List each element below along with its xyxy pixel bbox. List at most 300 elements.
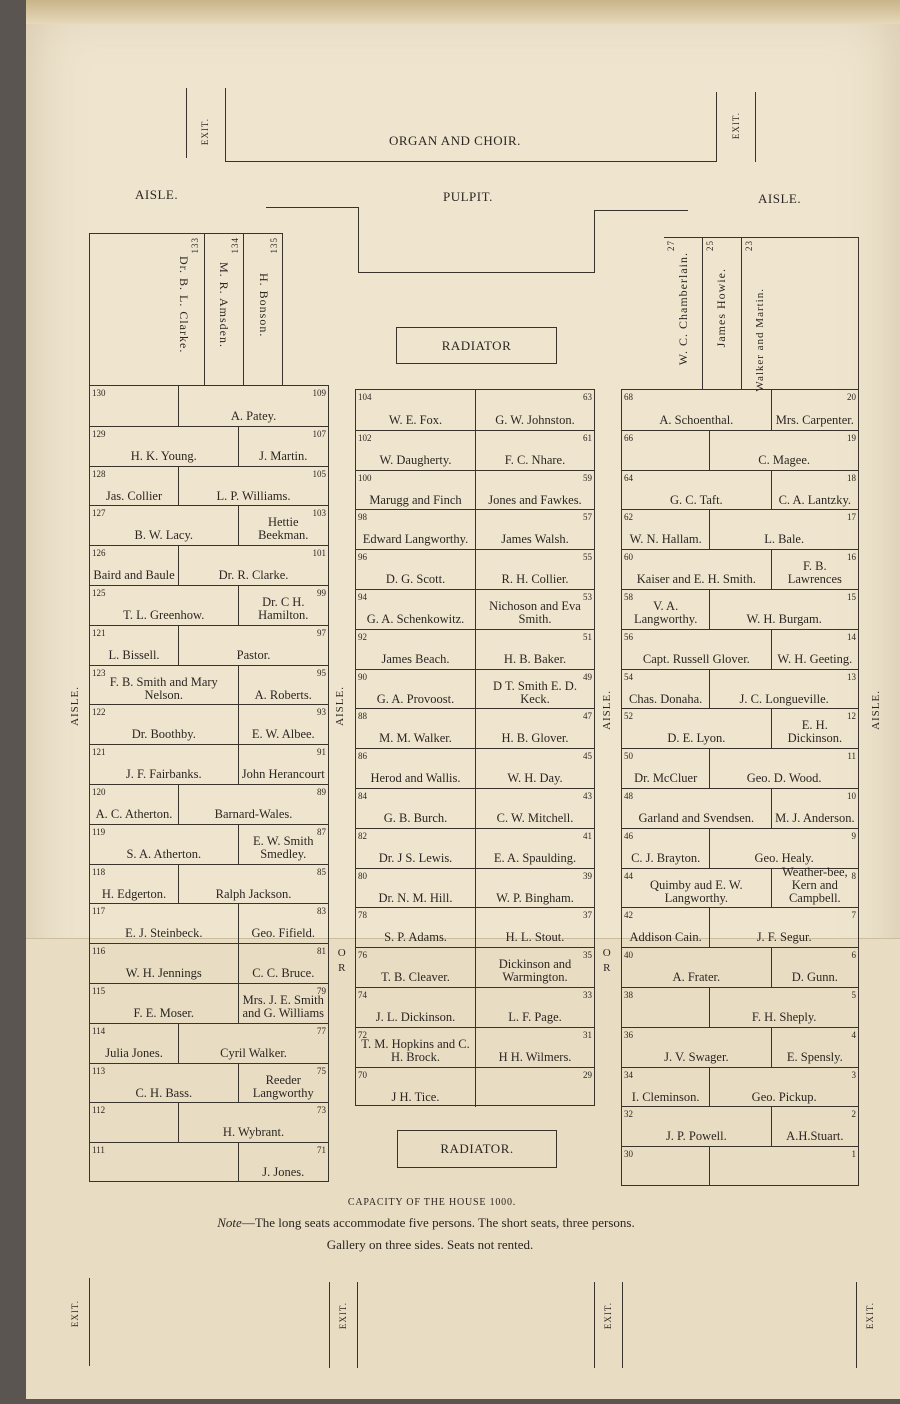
pew-number: 130 bbox=[92, 388, 106, 398]
pew-holder: J. Jones. bbox=[262, 1165, 305, 1180]
pew-number: 118 bbox=[92, 866, 106, 877]
pew-seat-left bbox=[622, 749, 709, 788]
pew-seat-left bbox=[356, 550, 475, 589]
pew-seat-left bbox=[90, 386, 178, 426]
pew-seat-left bbox=[90, 745, 238, 784]
pew-seat-left bbox=[356, 431, 475, 470]
note-text: —The long seats accommodate five persons. The short seats, three persons. bbox=[241, 1215, 635, 1230]
pew-seat-right bbox=[709, 908, 858, 947]
pew-number: 135 bbox=[269, 237, 279, 254]
pew-holder: Mrs. J. E. Smith and G. Williams bbox=[242, 993, 325, 1020]
pew-row bbox=[622, 1027, 858, 1067]
pew-holder: H H. Wilmers. bbox=[498, 1049, 572, 1064]
pew-number: 16 bbox=[846, 552, 856, 563]
pew-number: 40 bbox=[624, 950, 633, 961]
exit-line bbox=[594, 1282, 595, 1368]
pew-holder: H. Edgerton. bbox=[101, 886, 167, 901]
pew-seat-right bbox=[709, 1068, 858, 1107]
pew-number: 91 bbox=[316, 747, 326, 758]
pew-holder: J. F. Fairbanks. bbox=[125, 767, 202, 782]
pew-seat-right bbox=[475, 550, 594, 589]
pew-row bbox=[622, 864, 858, 908]
pew-seat-left bbox=[90, 904, 238, 943]
pew-number: 30 bbox=[624, 1149, 633, 1160]
pew-seat-right bbox=[475, 988, 594, 1027]
pew-holder: James Howie. bbox=[714, 268, 728, 348]
pew-row bbox=[90, 505, 328, 545]
pew-row bbox=[90, 1142, 328, 1182]
pew-line bbox=[89, 233, 283, 234]
pew-line bbox=[702, 237, 703, 389]
pew-number: 53 bbox=[583, 592, 592, 602]
pew-seat-right bbox=[238, 666, 328, 705]
pew-row bbox=[90, 625, 328, 665]
pew-seat-right bbox=[238, 705, 328, 744]
pew-holder: V. A. Langworthy. bbox=[633, 599, 698, 626]
pew-holder: C. H. Bass. bbox=[135, 1085, 193, 1100]
pew-holder: Dr. C H. Hamilton. bbox=[258, 595, 309, 622]
pew-holder: E. H. Dickinson. bbox=[787, 718, 843, 746]
gallery-note: Gallery on three sides. Seats not rented. bbox=[326, 1237, 534, 1252]
pew-holder: Dr. B. L. Clarke. bbox=[177, 256, 191, 354]
pew-holder: Pastor. bbox=[236, 647, 271, 662]
pew-number: 57 bbox=[583, 512, 592, 523]
pew-holder: G. B. Burch. bbox=[383, 811, 448, 825]
pew-number: 117 bbox=[92, 906, 106, 917]
pew-holder: D T. Smith E. D. Keck. bbox=[493, 678, 577, 706]
pew-row bbox=[622, 629, 858, 669]
pew-number: 50 bbox=[624, 751, 633, 762]
aisle-label-far-right: AISLE. bbox=[870, 690, 882, 730]
pew-holder: F. C. Nhare. bbox=[504, 452, 566, 467]
pew-number: 31 bbox=[583, 1029, 592, 1040]
pew-seat-left bbox=[90, 1143, 238, 1182]
pew-seat-right bbox=[475, 908, 594, 947]
pew-number: 27 bbox=[666, 240, 676, 251]
organ-wall bbox=[225, 161, 717, 162]
pew-number: 121 bbox=[92, 747, 106, 758]
pew-number: 99 bbox=[316, 588, 326, 598]
pew-seat-left bbox=[622, 948, 771, 987]
pew-seat-left bbox=[356, 709, 475, 748]
pew-seat-right bbox=[178, 1024, 328, 1063]
pew-seat-right bbox=[238, 506, 328, 545]
pew-row bbox=[622, 1106, 858, 1146]
pew-seat-left bbox=[90, 705, 238, 744]
pew-seat-right bbox=[709, 590, 858, 629]
pulpit-rail bbox=[266, 207, 359, 208]
pew-row bbox=[622, 470, 858, 510]
pew-holder: J. Martin. bbox=[259, 448, 308, 463]
pew-seat-right bbox=[178, 1103, 328, 1142]
pew-seat-left bbox=[622, 630, 771, 669]
pew-holder: I. Cleminson. bbox=[631, 1089, 700, 1104]
pew-number: 93 bbox=[316, 707, 326, 718]
pew-row bbox=[356, 430, 594, 470]
radiator-bottom: RADIATOR. bbox=[397, 1130, 557, 1168]
pew-seat-left bbox=[622, 550, 771, 589]
pew-number: 68 bbox=[624, 392, 633, 402]
pew-holder: M. J. Anderson. bbox=[775, 811, 855, 825]
pew-holder: C. Magee. bbox=[758, 452, 811, 467]
pew-holder: Ralph Jackson. bbox=[215, 886, 292, 901]
pew-holder: H. L. Stout. bbox=[505, 930, 565, 945]
pew-seat-right bbox=[178, 467, 328, 506]
pew-seat-right bbox=[238, 904, 328, 943]
pew-seat-left bbox=[90, 984, 238, 1023]
or-label-right: O R bbox=[602, 947, 612, 974]
pew-row bbox=[90, 1023, 328, 1063]
pew-line bbox=[89, 233, 90, 385]
pew-seat-left bbox=[356, 510, 475, 549]
pew-number: 85 bbox=[316, 866, 326, 877]
pew-number: 25 bbox=[705, 240, 715, 251]
pew-number: 76 bbox=[358, 950, 367, 961]
pew-seat-left bbox=[622, 1107, 771, 1146]
pew-row bbox=[356, 748, 594, 788]
pew-holder: Hettie Beekman. bbox=[258, 515, 309, 543]
pew-holder: Geo. D. Wood. bbox=[746, 771, 822, 786]
pew-number: 46 bbox=[624, 830, 633, 841]
pew-seat-right bbox=[771, 789, 858, 828]
pew-seat-right bbox=[475, 749, 594, 788]
pew-seat-right bbox=[238, 1064, 328, 1103]
pew-number: 105 bbox=[312, 468, 326, 479]
pew-seat-left bbox=[356, 471, 475, 510]
exit-label-bottom-2: EXIT. bbox=[338, 1302, 348, 1330]
pew-number: 36 bbox=[624, 1029, 633, 1040]
pew-row bbox=[622, 947, 858, 987]
pew-row bbox=[356, 987, 594, 1027]
pew-holder: Geo. Fifield. bbox=[251, 926, 316, 941]
pew-number: 128 bbox=[92, 468, 106, 479]
pew-seat-right bbox=[475, 948, 594, 987]
pew-seat-left bbox=[356, 590, 475, 629]
pew-number: 77 bbox=[316, 1025, 326, 1036]
pew-seat-left bbox=[356, 630, 475, 669]
pew-seat-right bbox=[475, 510, 594, 549]
pew-seat-right bbox=[771, 550, 858, 589]
pew-number: 41 bbox=[583, 830, 592, 841]
pew-line bbox=[243, 233, 244, 385]
pew-number: 113 bbox=[92, 1065, 106, 1076]
pew-number: 43 bbox=[583, 791, 592, 801]
exit-label-top-right: EXIT. bbox=[731, 112, 741, 140]
pew-holder: W. E. Fox. bbox=[388, 413, 443, 427]
pew-number: 11 bbox=[847, 751, 856, 762]
pew-seat-right bbox=[475, 869, 594, 908]
pew-number: 14 bbox=[846, 631, 856, 642]
organ-choir-label: ORGAN AND CHOIR. bbox=[389, 133, 521, 148]
pew-holder: Dr. Boothby. bbox=[131, 727, 196, 742]
pew-number: 34 bbox=[624, 1069, 633, 1080]
pew-seat-left bbox=[622, 510, 709, 549]
pew-row bbox=[356, 947, 594, 987]
pew-number: 75 bbox=[316, 1065, 326, 1076]
pew-seat-right bbox=[475, 709, 594, 748]
pew-holder: W. C. Chamberlain. bbox=[676, 252, 690, 366]
pew-number: 38 bbox=[624, 990, 633, 1000]
pew-number: 98 bbox=[358, 512, 367, 523]
pew-holder: J. P. Powell. bbox=[665, 1129, 727, 1144]
pew-holder: C. A. Lantzky. bbox=[778, 492, 852, 507]
pew-line bbox=[858, 237, 859, 389]
exit-line bbox=[622, 1282, 623, 1368]
pew-number: 70 bbox=[358, 1069, 367, 1080]
pew-number: 7 bbox=[851, 910, 856, 921]
pew-seat-left bbox=[356, 1028, 475, 1067]
pulpit-rail bbox=[594, 210, 688, 211]
pew-row bbox=[90, 545, 328, 585]
pew-row bbox=[356, 509, 594, 549]
pew-number: 116 bbox=[92, 946, 106, 957]
pew-number: 126 bbox=[92, 548, 106, 559]
pew-line bbox=[282, 233, 283, 385]
pew-line bbox=[741, 237, 742, 389]
pew-seat-left bbox=[356, 829, 475, 868]
exit-line bbox=[357, 1282, 358, 1368]
pew-row bbox=[356, 788, 594, 828]
aisle-label-right: AISLE. bbox=[758, 191, 802, 206]
pew-holder: W. Daugherty. bbox=[379, 452, 452, 467]
pew-holder: W. N. Hallam. bbox=[629, 532, 702, 547]
pew-seat-right bbox=[238, 984, 328, 1023]
pew-holder: John Herancourt bbox=[241, 767, 325, 782]
pew-number: 37 bbox=[583, 910, 592, 921]
pew-number: 74 bbox=[358, 990, 367, 1000]
seat-note bbox=[0, 1215, 876, 1231]
pew-holder: Garland and Svendsen. bbox=[638, 811, 755, 825]
pew-seat-right bbox=[475, 590, 594, 629]
pew-seat-right bbox=[709, 1147, 858, 1186]
pew-seat-left bbox=[622, 709, 771, 748]
organ-wall bbox=[225, 88, 226, 162]
pew-number: 1 bbox=[851, 1149, 856, 1160]
pew-row bbox=[90, 585, 328, 625]
pew-seat-right bbox=[709, 749, 858, 788]
pew-number: 63 bbox=[583, 392, 592, 402]
pew-number: 64 bbox=[624, 472, 633, 483]
pew-seat-left bbox=[622, 471, 771, 510]
pew-holder: W. H. Day. bbox=[507, 771, 563, 786]
capacity-note: CAPACITY OF THE HOUSE 1000. bbox=[347, 1197, 517, 1208]
pew-seat-left bbox=[90, 506, 238, 545]
pew-number: 121 bbox=[92, 627, 106, 638]
pew-seat-right bbox=[475, 630, 594, 669]
aisle-label-center-left: AISLE. bbox=[334, 686, 346, 726]
pew-holder: Kaiser and E. H. Smith. bbox=[636, 572, 756, 587]
pew-seat-left bbox=[622, 1147, 709, 1186]
pew-number: 54 bbox=[624, 671, 633, 682]
pew-number: 101 bbox=[312, 548, 326, 559]
pew-number: 44 bbox=[624, 870, 633, 881]
pew-number: 39 bbox=[583, 870, 592, 881]
pew-holder: E. W. Albee. bbox=[251, 727, 315, 742]
pew-seat-left bbox=[622, 869, 771, 908]
pew-row bbox=[622, 390, 858, 430]
pew-seat-right bbox=[709, 988, 858, 1027]
pew-column-left bbox=[89, 385, 329, 1182]
pew-holder: Geo. Pickup. bbox=[751, 1089, 817, 1104]
aisle-label-far-left: AISLE. bbox=[69, 686, 81, 726]
pew-seat-left bbox=[622, 431, 709, 470]
pew-holder: J. C. Longueville. bbox=[739, 691, 829, 706]
paper-top-edge bbox=[26, 0, 900, 24]
pew-holder: Dr. McCluer bbox=[634, 771, 698, 786]
pew-holder: Reeder Langworthy bbox=[252, 1072, 314, 1100]
pew-row bbox=[90, 784, 328, 824]
pew-holder: A. C. Atherton. bbox=[95, 807, 173, 821]
pew-number: 51 bbox=[583, 631, 592, 642]
pew-number: 52 bbox=[624, 711, 633, 722]
exit-line bbox=[186, 88, 187, 158]
pew-holder: Walker and Martin. bbox=[754, 288, 766, 392]
pew-seat-right bbox=[475, 789, 594, 828]
pew-row bbox=[622, 708, 858, 748]
pew-number: 83 bbox=[316, 906, 326, 917]
pew-holder: James Walsh. bbox=[501, 532, 569, 547]
pew-number: 102 bbox=[358, 432, 372, 443]
pew-row bbox=[356, 470, 594, 510]
pew-number: 104 bbox=[358, 392, 372, 402]
pew-seat-left bbox=[90, 825, 238, 864]
pew-row bbox=[356, 868, 594, 908]
pew-number: 10 bbox=[846, 791, 856, 801]
pew-holder: H. B. Baker. bbox=[503, 651, 567, 666]
pew-seat-left bbox=[356, 670, 475, 709]
pew-holder: Cyril Walker. bbox=[220, 1045, 287, 1060]
pew-holder: C. C. Bruce. bbox=[252, 966, 315, 981]
pew-seat-right bbox=[238, 1143, 328, 1182]
pew-holder: G. W. Johnston. bbox=[495, 413, 575, 427]
pew-seat-left bbox=[90, 626, 178, 665]
pew-number: 119 bbox=[92, 826, 106, 837]
pew-seat-left bbox=[622, 1068, 709, 1107]
pew-number: 122 bbox=[92, 707, 106, 718]
pew-holder: L. Bissell. bbox=[108, 647, 160, 662]
pew-holder: E. Spensly. bbox=[786, 1049, 843, 1064]
pew-holder: F. B. Lawrences bbox=[787, 559, 842, 587]
pew-row bbox=[90, 864, 328, 904]
pew-number: 73 bbox=[316, 1105, 326, 1116]
pew-holder: H. Wybrant. bbox=[222, 1125, 285, 1140]
pew-row bbox=[356, 549, 594, 589]
pew-holder: B. W. Lacy. bbox=[134, 528, 194, 543]
pew-number: 78 bbox=[358, 910, 367, 921]
pew-holder: Jones and Fawkes. bbox=[488, 492, 582, 507]
pulpit-wall bbox=[594, 210, 595, 273]
pew-holder: Quimby aud E. W. Langworthy. bbox=[649, 877, 743, 905]
pew-holder: D. Gunn. bbox=[791, 970, 838, 985]
pew-seat-left bbox=[622, 789, 771, 828]
pew-seat-right bbox=[475, 1028, 594, 1067]
pew-row bbox=[622, 748, 858, 788]
pew-number: 125 bbox=[92, 588, 106, 598]
or-label-left: O R bbox=[337, 947, 347, 974]
pew-holder: H. K. Young. bbox=[130, 448, 197, 463]
pew-seat-right bbox=[475, 829, 594, 868]
pew-seat-left bbox=[622, 829, 709, 868]
pew-number: 15 bbox=[846, 592, 856, 602]
exit-line bbox=[755, 92, 756, 162]
pew-seat-right bbox=[238, 586, 328, 625]
pew-holder: S. A. Atherton. bbox=[126, 846, 202, 861]
pew-holder: Herod and Wallis. bbox=[370, 771, 461, 786]
pew-seat-right bbox=[238, 745, 328, 784]
pew-seat-right bbox=[238, 944, 328, 983]
pew-holder: F. B. Smith and Mary Nelson. bbox=[109, 674, 218, 702]
pew-seat-left bbox=[90, 944, 238, 983]
pew-seat-right bbox=[771, 864, 858, 908]
pew-number: 4 bbox=[851, 1029, 856, 1040]
pew-seat-left bbox=[90, 1024, 178, 1063]
pew-seat-left bbox=[622, 908, 709, 947]
pew-number: 66 bbox=[624, 432, 633, 443]
pew-number: 71 bbox=[316, 1145, 326, 1156]
pew-row bbox=[356, 1027, 594, 1067]
pew-row bbox=[622, 430, 858, 470]
pew-number: 20 bbox=[846, 392, 856, 402]
pew-number: 17 bbox=[846, 512, 856, 523]
pew-seat-left bbox=[90, 427, 238, 466]
pew-number: 19 bbox=[846, 432, 856, 443]
pew-seat-left bbox=[622, 590, 709, 629]
pew-number: 97 bbox=[316, 627, 326, 638]
pew-number: 45 bbox=[583, 751, 592, 762]
pew-number: 8 bbox=[851, 870, 856, 881]
pew-seat-left bbox=[90, 785, 178, 824]
pew-number: 90 bbox=[358, 671, 367, 682]
pew-number: 107 bbox=[312, 428, 326, 439]
pew-seat-left bbox=[356, 749, 475, 788]
pew-holder: S. P. Adams. bbox=[384, 930, 447, 945]
pew-number: 134 bbox=[230, 237, 240, 254]
pew-row bbox=[622, 828, 858, 868]
pew-row bbox=[356, 589, 594, 629]
pew-number: 42 bbox=[624, 910, 633, 921]
pew-seat-right bbox=[178, 626, 328, 665]
pew-holder: W. H. Burgam. bbox=[746, 612, 822, 626]
pew-holder: J. L. Dickinson. bbox=[375, 1010, 456, 1024]
pew-number: 88 bbox=[358, 711, 367, 722]
pew-row bbox=[356, 669, 594, 709]
pew-line bbox=[664, 237, 859, 238]
pew-row bbox=[356, 708, 594, 748]
pew-number: 89 bbox=[316, 787, 326, 797]
aisle-label-center-right: AISLE. bbox=[601, 690, 613, 730]
pew-seat-right bbox=[238, 825, 328, 864]
pew-holder: J. V. Swager. bbox=[664, 1049, 729, 1064]
pew-holder: M. M. Walker. bbox=[379, 731, 452, 746]
pew-holder: Dr. J S. Lewis. bbox=[378, 850, 453, 865]
pew-number: 60 bbox=[624, 552, 633, 563]
pew-number: 133 bbox=[190, 237, 200, 254]
pew-holder: Chas. Donaha. bbox=[629, 691, 703, 706]
pew-seat-right bbox=[771, 390, 858, 430]
pew-number: 103 bbox=[312, 508, 326, 519]
pew-number: 58 bbox=[624, 592, 633, 602]
pew-holder: E. W. Smith Smedley. bbox=[253, 833, 314, 861]
pew-holder: W. H. Jennings bbox=[125, 966, 202, 981]
pew-seat-right bbox=[178, 865, 328, 904]
pew-number: 12 bbox=[846, 711, 856, 722]
pew-holder: A. Frater. bbox=[672, 970, 721, 985]
pew-holder: James Beach. bbox=[381, 651, 450, 666]
pew-holder: Jas. Collier bbox=[105, 488, 163, 503]
pew-seat-right bbox=[475, 431, 594, 470]
pew-number: 100 bbox=[358, 472, 372, 483]
pew-number: 120 bbox=[92, 787, 106, 797]
